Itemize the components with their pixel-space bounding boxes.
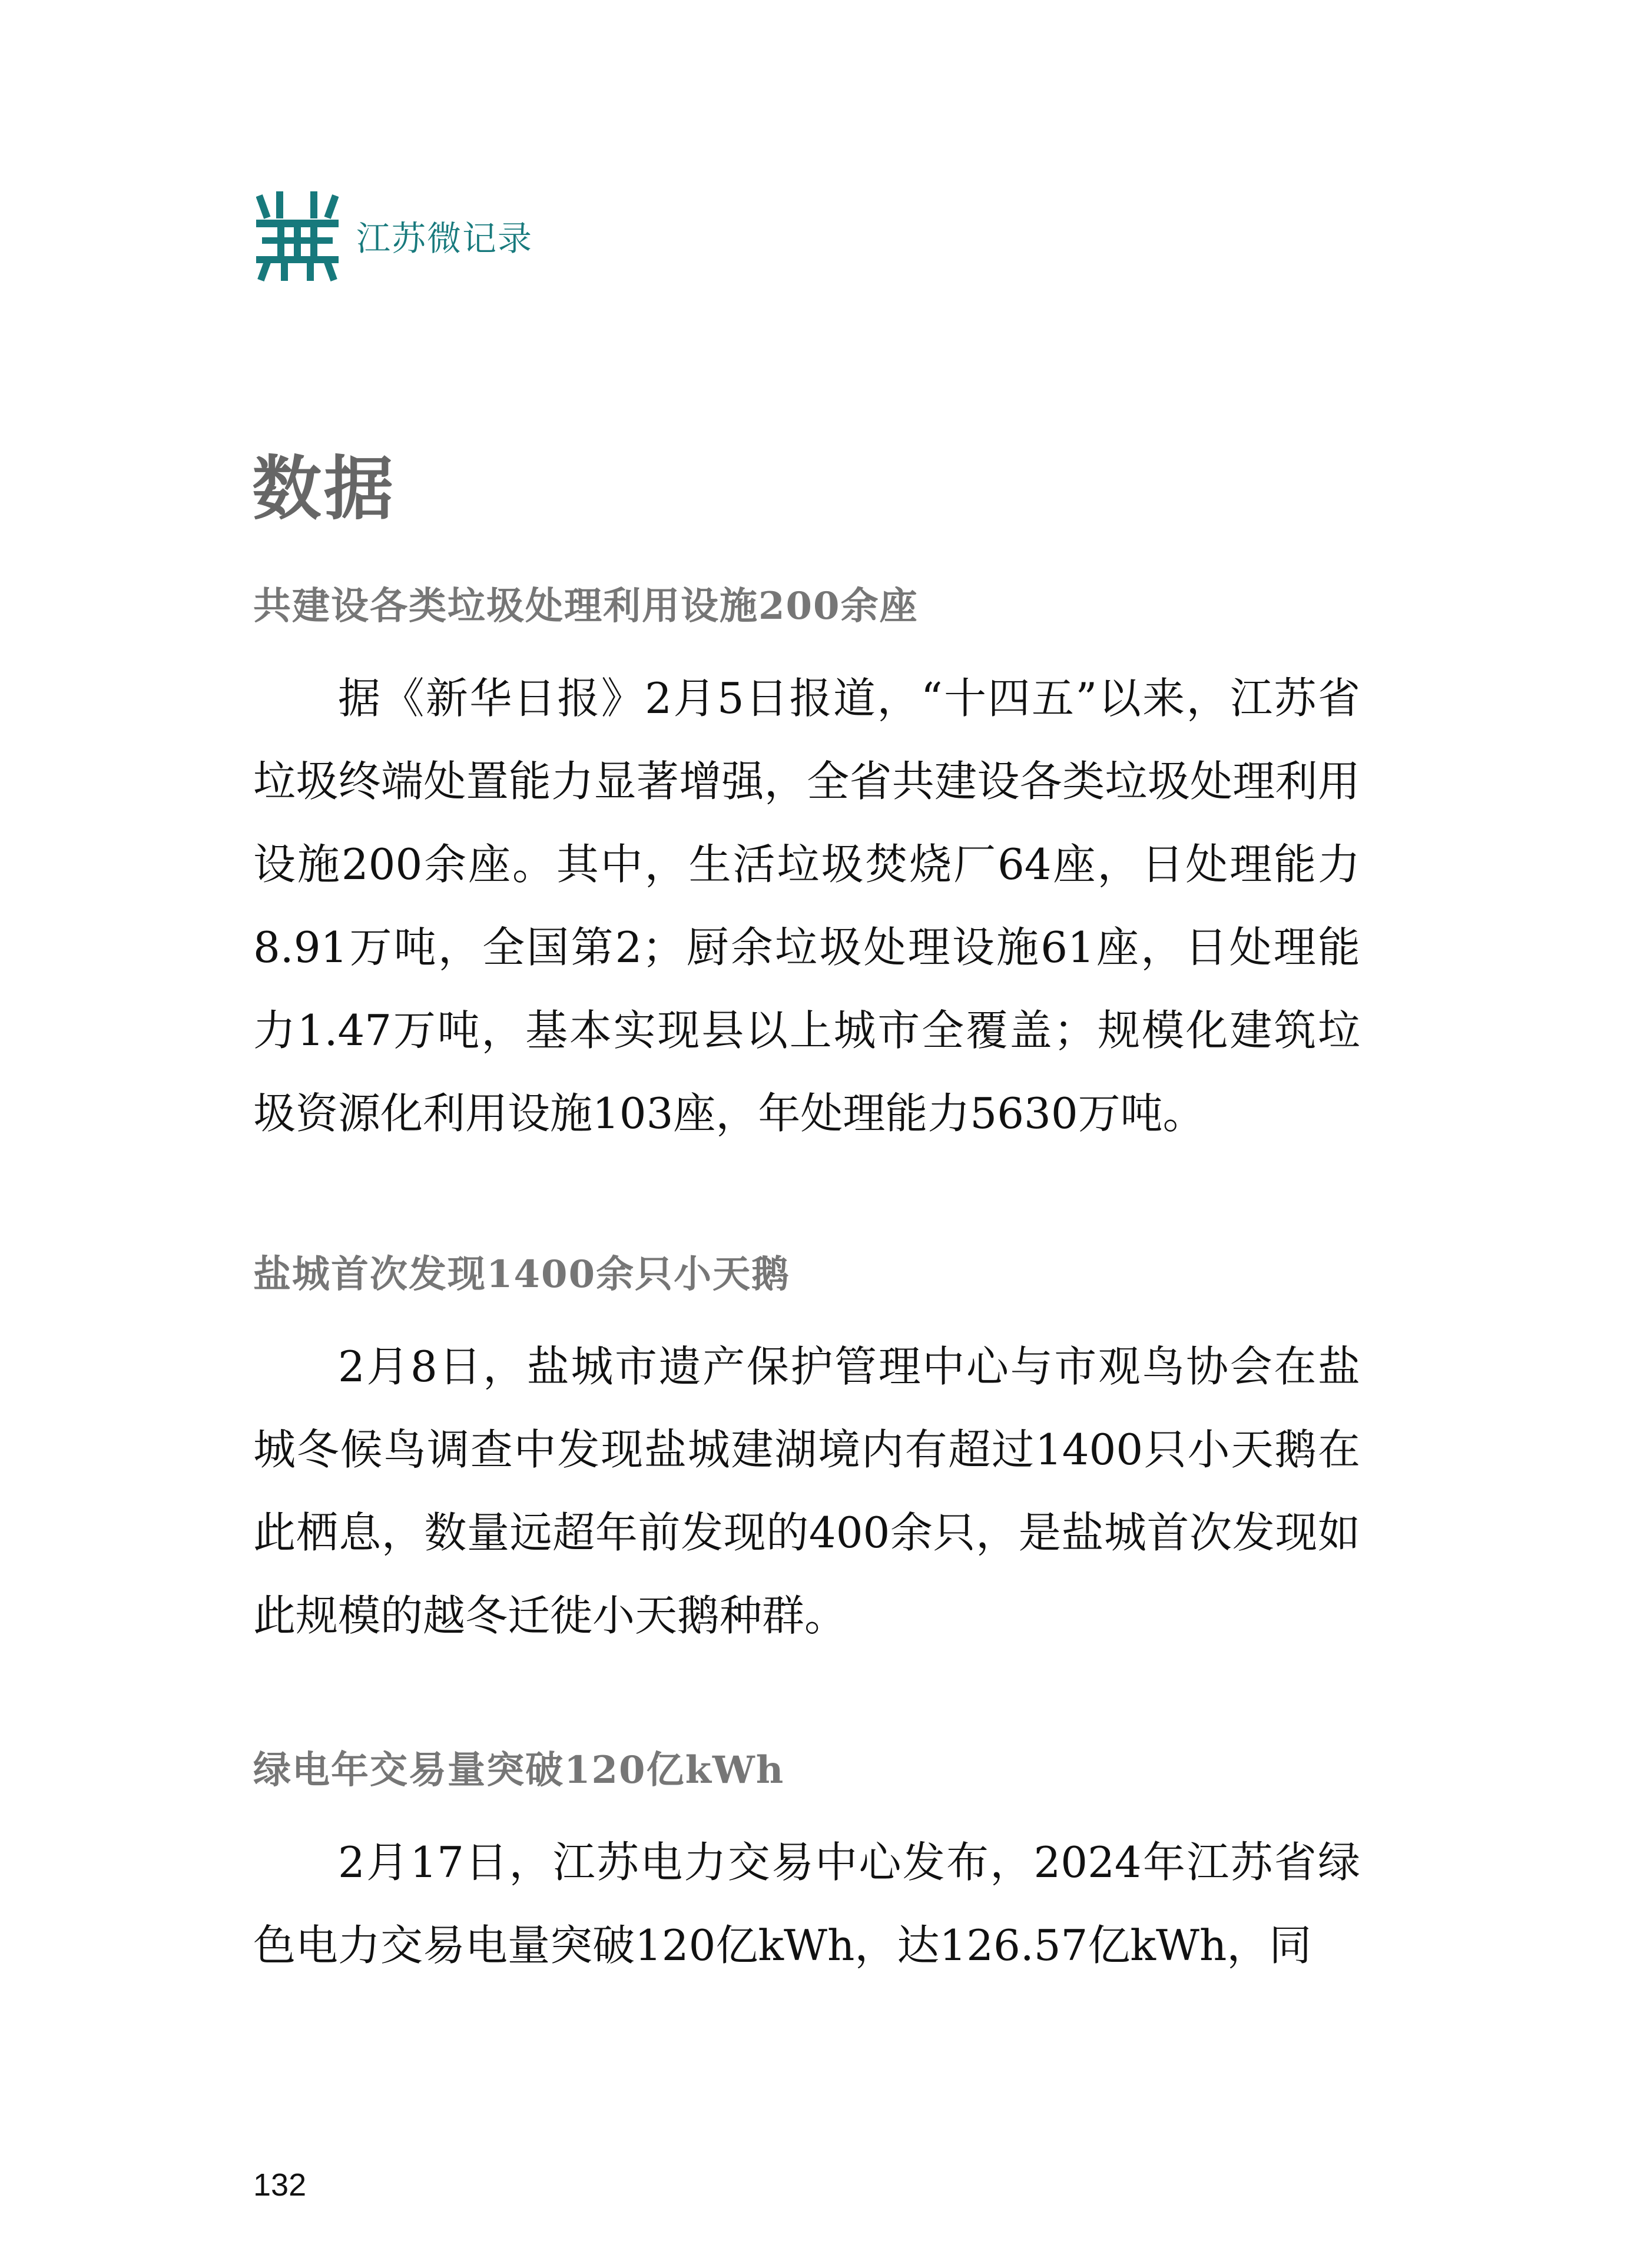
article-heading: 绿电年交易量突破120亿kWh [253, 1748, 785, 1792]
jiangsu-emblem-icon [256, 190, 339, 281]
article-2 [253, 1251, 1360, 1657]
article-heading: 盐城首次发现1400余只小天鹅 [253, 1252, 791, 1297]
article-body: 据《新华日报》2月5日报道，“十四五”以来，江苏省垃圾终端处置能力显著增强，全省共建设各类垃圾处理利用设施200余座。其中，生活垃圾焚烧厂64座，日处理能力8.91万吨，全国第2；厨余垃圾处理设施61座，日处理能力1.47万吨，基本实现县以上城市全覆盖；规模化建筑垃圾资源化利用设施103座，年处理能力5630万吨。 [253, 674, 1360, 1138]
article-body: 2月8日，盐城市遗产保护管理中心与市观鸟协会在盐城冬候鸟调查中发现盐城建湖境内有超过1400只小天鹅在此栖息，数量远超年前发现的400余只，是盐城首次发现如此规模的越冬迁徙小天鹅种群。 [253, 1342, 1360, 1640]
article-1 [253, 583, 1360, 1155]
page-number: 132 [253, 2167, 307, 2203]
article-body: 2月17日，江苏电力交易中心发布，2024年江苏省绿色电力交易电量突破120亿kWh，达126.57亿kWh，同 [253, 1838, 1360, 1970]
page-header [256, 188, 533, 283]
section-title: 数据 [252, 448, 396, 529]
article-heading: 共建设各类垃圾处理利用设施200余座 [253, 584, 919, 628]
series-title: 江苏微记录 [356, 218, 533, 258]
article-3 [253, 1747, 1360, 1987]
